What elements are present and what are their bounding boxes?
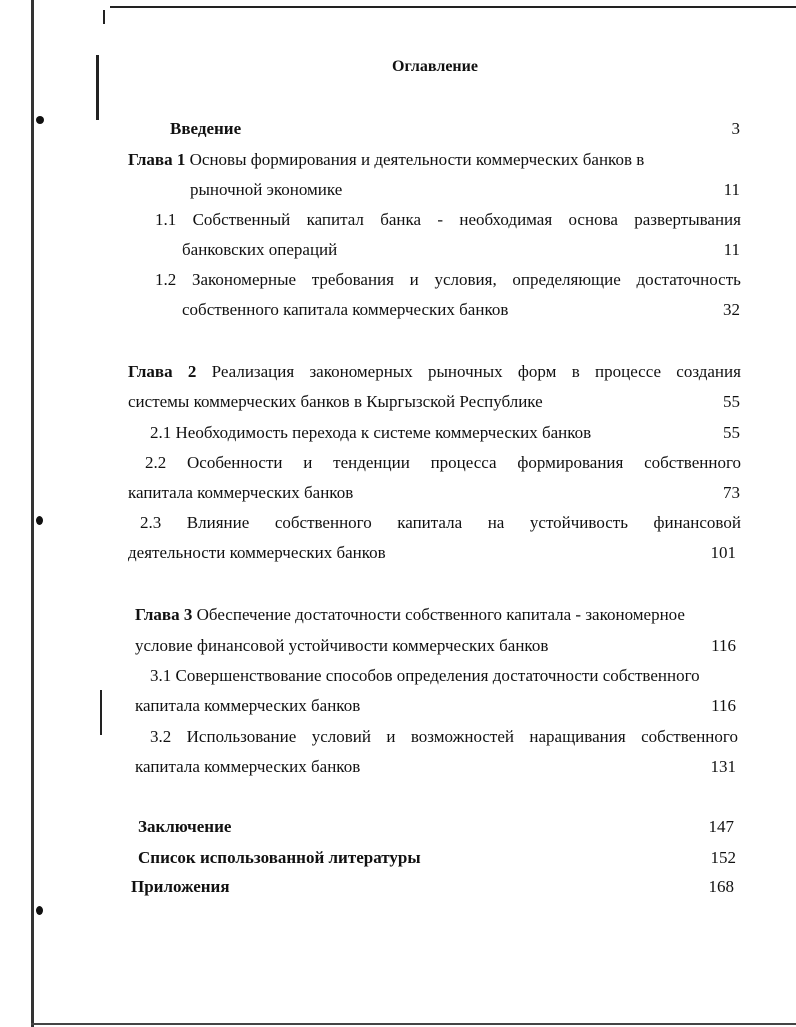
word: основа [568,210,618,229]
word: формирования [517,453,624,472]
scan-left-border [31,0,34,1027]
toc-entry-1-1-cont: банковских операций [182,240,338,259]
word: капитала [397,513,463,532]
word: требования [311,270,394,289]
word: устойчивость [529,513,628,532]
word: - [437,210,444,229]
toc-entry-1-2-cont: собственного капитала коммерческих банков [182,300,509,319]
word: возможностей [410,727,514,746]
toc-page-2-1: 55 [723,423,740,442]
word: 2.3 [140,513,162,532]
word: Особенности [187,453,283,472]
punch-hole-mark [36,516,43,525]
word: в [571,362,580,381]
word: закономерных [309,362,413,381]
chapter-3-title-cont: условие финансовой устойчивости коммерческих банков [135,636,549,655]
word: Использование [186,727,297,746]
toc-entry-chapter-1 [128,150,644,170]
word: 3.2 [150,727,172,746]
chapter-2-label: Глава [128,362,173,381]
scan-artifact [103,10,105,24]
word: достаточность [636,270,741,289]
scan-artifact [100,690,102,735]
word: собственного [644,453,741,472]
chapter-1-title: Основы формирования и деятельности коммерческих банков в [189,150,645,169]
toc-page-3-2: 131 [710,757,736,776]
word: капитал [306,210,364,229]
word: Собственный [192,210,291,229]
word: развертывания [634,210,741,229]
toc-page-3-1: 116 [711,696,736,715]
toc-entry-2-1: 2.1 Необходимость перехода к системе коммерческих банков [150,423,592,442]
word: финансовой [653,513,741,532]
chapter-2-title-cont: системы коммерческих банков в Кыргызской Республике [128,392,543,411]
punch-hole-mark [36,116,44,124]
toc-page-references: 152 [710,848,736,867]
chapter-1-label: Глава 1 [128,150,186,169]
toc-entry-references: Список использованной литературы [138,848,421,867]
word: 1.1 [155,210,177,229]
toc-page-2-2: 73 [723,483,740,502]
chapter-2-number: 2 [187,362,197,381]
toc-page-chapter-1: 11 [723,180,740,199]
toc-entry-appendices: Приложения [131,877,230,896]
word: банка [380,210,422,229]
word: условий [311,727,371,746]
word: процесса [430,453,497,472]
word: создания [676,362,741,381]
toc-page-appendices: 168 [708,877,734,896]
scan-bottom-border [31,1023,796,1025]
toc-entry-2-3 [140,513,741,533]
toc-entry-intro: Введение [170,119,242,138]
punch-hole-mark [36,906,43,915]
toc-entry-2-3-cont: деятельности коммерческих банков [128,543,386,562]
scan-top-border [110,6,796,8]
word: Реализация [211,362,295,381]
word: и [409,270,419,289]
word: 2.2 [145,453,167,472]
word: на [487,513,505,532]
word: собственного [641,727,738,746]
toc-page-1-2: 32 [723,300,740,319]
toc-entry-3-1-cont: капитала коммерческих банков [135,696,361,715]
toc-page-2-3: 101 [710,543,736,562]
word: и [303,453,313,472]
word: рыночных [428,362,503,381]
word: определяющие [512,270,621,289]
toc-entry-3-1: 3.1 Совершенствование способов определения достаточности собственного [150,666,700,685]
chapter-1-title-cont: рыночной экономике [190,180,343,199]
toc-entry-3-2 [150,727,738,747]
chapter-3-title: Обеспечение достаточности собственного капитала - закономерное [196,605,685,624]
toc-entry-1-1 [155,210,741,230]
word: собственного [274,513,372,532]
toc-entry-2-2 [145,453,741,473]
toc-entry-chapter-3 [135,605,685,625]
word: необходимая [459,210,553,229]
word: Закономерные [191,270,297,289]
word: условия, [434,270,497,289]
toc-page-1-1: 11 [723,240,740,259]
toc-page-chapter-2: 55 [723,392,740,411]
toc-entry-chapter-2 [128,362,741,382]
toc-page-chapter-3: 116 [711,636,736,655]
chapter-3-label: Глава 3 [135,605,193,624]
toc-entry-1-2 [155,270,741,290]
word: наращивания [529,727,626,746]
toc-page-intro: 3 [731,119,740,138]
word: тенденции [333,453,410,472]
toc-entry-conclusion: Заключение [138,817,232,836]
toc-page-conclusion: 147 [708,817,734,836]
toc-entry-3-2-cont: капитала коммерческих банков [135,757,361,776]
word: процессе [595,362,662,381]
toc-entry-2-2-cont: капитала коммерческих банков [128,483,354,502]
page-title: Оглавление [392,58,478,75]
word: 1.2 [155,270,177,289]
word: и [386,727,396,746]
word: Влияние [186,513,250,532]
word: форм [517,362,557,381]
